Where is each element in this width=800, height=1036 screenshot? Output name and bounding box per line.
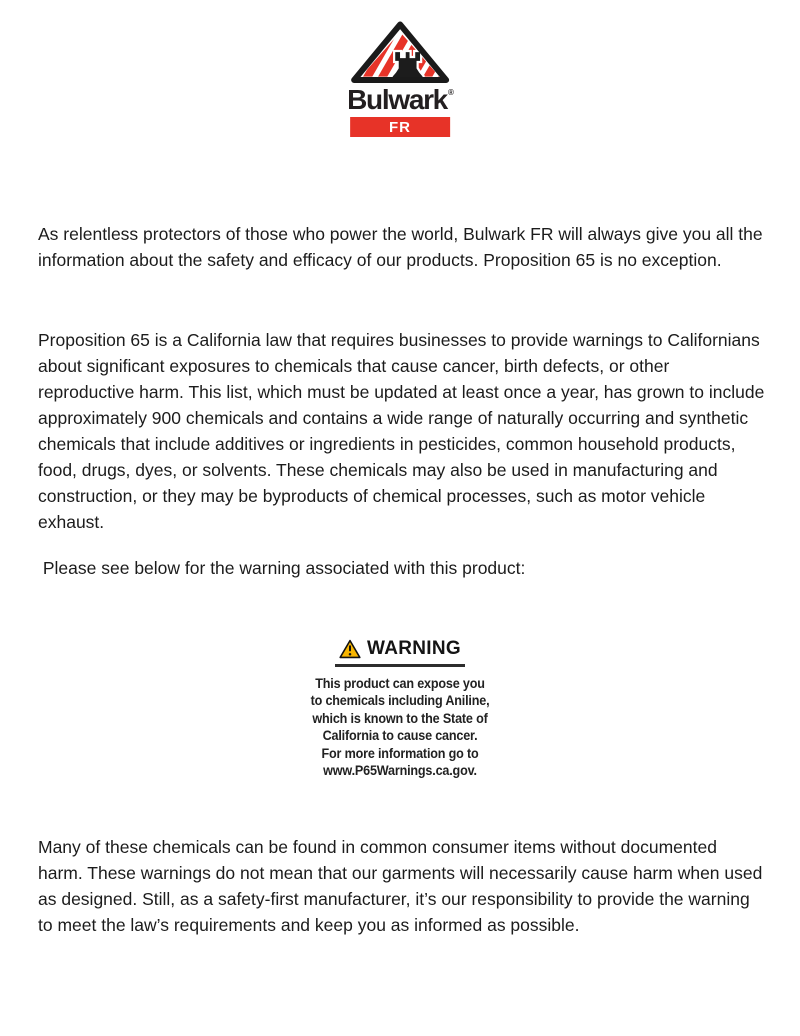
warning-line: which is known to the State of	[312, 709, 488, 726]
see-below-note: Please see below for the warning associated with this product:	[38, 557, 526, 578]
fr-badge: FR	[350, 117, 450, 137]
warning-line: This product can expose you	[315, 675, 485, 691]
warning-line: to chemicals including Aniline,	[310, 692, 490, 709]
warning-url-line: www.P65Warnings.ca.gov.	[323, 762, 477, 779]
bulwark-triangle-icon	[350, 21, 450, 84]
brand-wordmark	[347, 86, 453, 114]
warning-heading-text: WARNING	[367, 638, 461, 659]
prop65-warning-label	[275, 638, 525, 779]
warning-triangle-icon	[339, 639, 361, 659]
intro-paragraph: As relentless protectors of those who power the world, Bulwark FR will always give you all the information about the safety and efficacy of our products. Proposition 65 is no exception.	[38, 223, 768, 270]
closing-paragraph: Many of these chemicals can be found in common consumer items without documented harm. These warnings do not mean that our garments will necessarily cause harm when used as designed. Still, as a safety-first manufacturer, it’s our responsibility to provide the warning to meet the law’s requirements and keep you as informed as possible.	[38, 836, 768, 935]
brand-name: Bulwark	[347, 84, 447, 115]
brand-logo	[347, 21, 453, 137]
registered-trademark-symbol: ®	[447, 87, 454, 97]
warning-line: California to cause cancer.	[322, 727, 478, 744]
prop65-explanation-paragraph: Proposition 65 is a California law that requires businesses to provide warnings to Californians about significant exposures to chemicals that cause cancer, birth defects, or other reproductive harm. This list, which must be updated at least once a year, has grown to include approximately 900 chemicals and contains a wide range of naturally occurring and synthetic chemicals that include additives or ingredients in pesticides, common household products, food, drugs, dyes, or solvents. These chemicals may also be used in manufacturing and construction, or they may be byproducts of chemical processes, such as motor vehicle exhaust.	[38, 329, 770, 532]
warning-line: For more information go to	[321, 744, 479, 761]
warning-heading	[275, 638, 525, 660]
warning-divider	[335, 664, 465, 667]
